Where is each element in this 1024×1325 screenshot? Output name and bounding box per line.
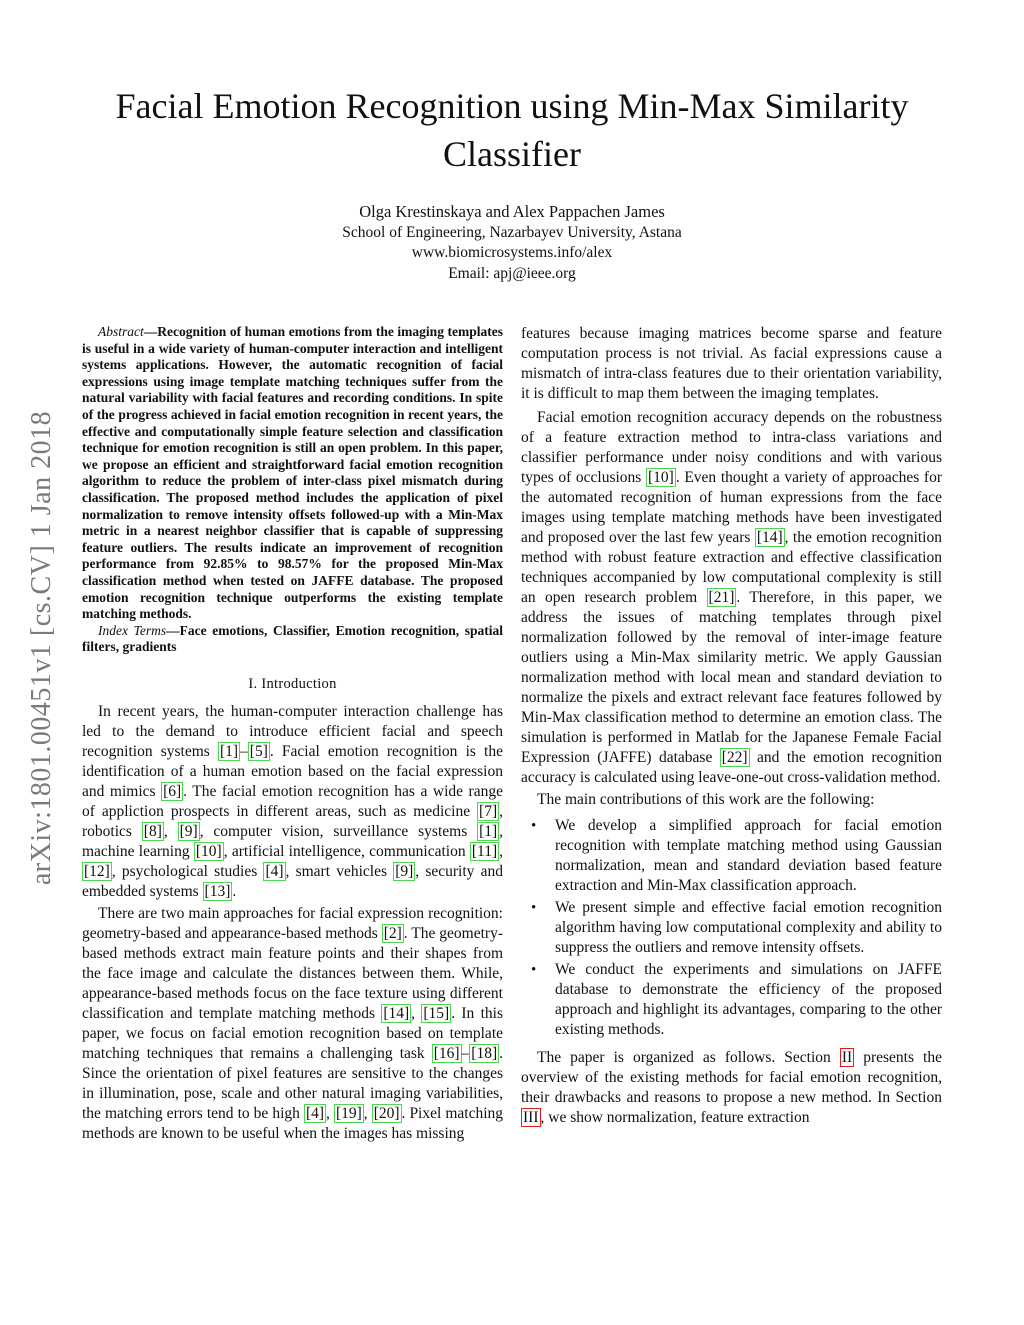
- abstract-dash: —: [143, 324, 158, 339]
- intro-paragraph-2: [82, 904, 503, 1144]
- citation-link[interactable]: [7]: [479, 802, 498, 820]
- text-run: . Pixel matching methods are known to be useful when the images has missing: [82, 1104, 504, 1142]
- contributions-list: [521, 816, 942, 1040]
- list-item: • We present simple and effective facial emotion recognition algorithm having low computational complexity and ability to suppress the outliers and remove intensity offsets.: [521, 898, 942, 958]
- citation-link[interactable]: [2]: [383, 924, 402, 942]
- citation-link[interactable]: [10]: [195, 842, 222, 860]
- index-terms-text: Face emotions, Classifier, Emotion recognition, spatial filters, gradients: [82, 622, 504, 655]
- website-link[interactable]: www.biomicrosystems.info/alex: [411, 244, 613, 261]
- citation-link[interactable]: [5]: [249, 742, 268, 760]
- affiliation: School of Engineering, Nazarbayev University, Astana: [342, 223, 682, 241]
- index-terms-dash: —: [166, 622, 180, 638]
- text-run: , machine learning: [82, 822, 504, 860]
- text-run: and the emotion recognition accuracy is calculated using leave-one-out cross-validation method.: [521, 749, 942, 786]
- abstract: [82, 324, 503, 656]
- text-run: ,: [363, 1104, 372, 1122]
- section-heading-introduction: I. Introduction: [248, 675, 337, 692]
- citation-link[interactable]: [6]: [163, 782, 182, 800]
- text-run: , the emotion recognition method with robust feature extraction and effective classification techniques accompanied by low computational complexity is still an open research problem: [521, 529, 942, 606]
- text-run: ,: [411, 1004, 422, 1022]
- citation-link[interactable]: [22]: [721, 749, 748, 766]
- citation-link[interactable]: [11]: [471, 842, 498, 860]
- text-run: –: [240, 742, 248, 760]
- text-run: , artificial intelligence, communication: [223, 842, 470, 860]
- text-run: .: [232, 882, 237, 900]
- email-address[interactable]: Email: apj@ieee.org: [448, 264, 576, 282]
- text-run: presents the overview of the existing methods for facial emotion recognition, their drawbacks and reasons to propose a new method. In Section: [521, 1049, 942, 1106]
- index-terms-label: Index Terms: [98, 622, 167, 638]
- text-run: , computer vision, surveillance systems: [199, 822, 478, 840]
- index-terms: [82, 623, 503, 656]
- author-block: [112, 202, 912, 284]
- citation-link[interactable]: [8]: [143, 822, 162, 840]
- citation-link[interactable]: [9]: [179, 822, 198, 840]
- paper-title: Facial Emotion Recognition using Min-Max Similarity Classifier: [115, 86, 909, 174]
- text-run: , psychological studies: [111, 862, 264, 880]
- contributions-intro: The main contributions of this work are the following:: [537, 791, 875, 808]
- text-run: . The geometry-based methods extract main feature points and their shapes from the face image and calculate the distances between them. While, appearance-based methods focus on the face texture using different classification and template matching methods: [82, 924, 503, 1022]
- author-names: Olga Krestinskaya and Alex Pappachen James: [359, 202, 665, 221]
- intro-paragraph-1: [82, 702, 503, 902]
- text-run: , security and embedded systems: [82, 862, 503, 900]
- citation-link[interactable]: [10]: [647, 469, 674, 486]
- text-run: . The facial emotion recognition has a wide range of appliction prospects in different areas, such as medicine: [82, 782, 503, 820]
- citation-link[interactable]: [4]: [305, 1104, 325, 1122]
- left-column: [82, 324, 503, 1144]
- text-run: , smart vehicles: [285, 862, 394, 880]
- abstract-text: Recognition of human emotions from the imaging templates is useful in a wide variety of human-computer interaction and intelligent systems applications. However, the automatic recognition of facial expressions using image template matching techniques suffer from the natural variability with facial features and recording conditions. In spite of the progress achieved in facial emotion recognition in recent years, the effective and computationally simple feature selection and classification technique for emotion recognition is still an open problem. In this paper, we propose an efficient and straightforward facial emotion recognition algorithm to reduce the problem of inter-class pixel mismatch during classification. The proposed method includes the application of pixel normalization to remove intensity offsets followed-up with a Min-Max metric in a nearest neighbor classifier that is capable of suppressing feature outliers. The results indicate an improvement of recognition performance from 92.85% to 98.57% for the proposed Min-Max classification method when tested on JAFFE database. The proposed emotion recognition technique outperforms the existing template matching methods.: [82, 324, 503, 622]
- citation-link[interactable]: [14]: [383, 1004, 410, 1022]
- citation-link[interactable]: [15]: [423, 1004, 450, 1022]
- text-run: Facial emotion recognition accuracy depends on the robustness of a feature extraction method to intra-class variations and classifier performance under noisy conditions and with various types of occlusions: [521, 409, 942, 486]
- section-link[interactable]: II: [841, 1049, 853, 1066]
- body-paragraph-organization: [521, 1048, 942, 1128]
- body-paragraph-continued: features because imaging matrices become sparse and feature computation process is not trivial. As facial expressions cause a mismatch of intra-class features due to their orientation variability, it is difficult to map them between the imaging templates.: [521, 325, 942, 402]
- text-run: , robotics: [82, 802, 503, 840]
- citation-link[interactable]: [16]: [433, 1044, 460, 1062]
- abstract-label: Abstract: [98, 324, 144, 339]
- citation-link[interactable]: [19]: [335, 1104, 362, 1122]
- text-run: ,: [499, 842, 503, 860]
- text-run: There are two main approaches for facial expression recognition: geometry-based and appearance-based methods: [82, 904, 503, 942]
- list-item: • We develop a simplified approach for facial emotion recognition with template matching method using Gaussian normalization, mean and standard deviation based feature extraction and Min-Max classification approach.: [521, 816, 942, 896]
- text-run: ,: [326, 1104, 334, 1122]
- citation-link[interactable]: [13]: [204, 882, 231, 900]
- citation-link[interactable]: [1]: [219, 742, 239, 760]
- citation-link[interactable]: [4]: [265, 862, 284, 880]
- citation-link[interactable]: [12]: [84, 862, 110, 880]
- arxiv-identifier: arXiv:1801.00451v1 [cs.CV] 1 Jan 2018: [26, 410, 57, 886]
- citation-link[interactable]: [9]: [395, 862, 414, 880]
- text-run: ,: [163, 822, 178, 840]
- text-run: –: [461, 1044, 470, 1062]
- citation-link[interactable]: [20]: [373, 1104, 400, 1122]
- abstract-paragraph: [82, 324, 503, 623]
- text-run: . Even thought a variety of approaches for the automated recognition of human expressions from the face images using template matching methods have been investigated and proposed over the last few years: [521, 469, 942, 546]
- text-run: The paper is organized as follows. Section: [537, 1049, 840, 1066]
- citation-link[interactable]: [1]: [479, 822, 498, 840]
- text-run: . Since the orientation of pixel features are sensitive to the changes in illumination, pose, scale and other natural imaging variabilities, the matching errors tend to be high: [82, 1044, 503, 1122]
- body-paragraph-accuracy: [521, 408, 942, 788]
- text-run: . In this paper, we focus on facial emotion recognition based on template matching techniques that remains a challenging task: [82, 1004, 504, 1062]
- text-run: In recent years, the human-computer interaction challenge has led to the demand to introduce efficient facial and speech recognition systems: [82, 702, 503, 760]
- text-run: . Therefore, in this paper, we address the issues of matching templates through pixel normalization followed by the removal of inter-image feature outliers using a Min-Max similarity metric. We apply Gaussian normalization method with local mean and standard deviation to normalize the pixels and extract relevant face features followed by Min-Max classification method to determine an emotion class. The simulation is performed in Matlab for the Japanese Female Facial Expression (JAFFE) database: [521, 589, 942, 766]
- text-run: . Facial emotion recognition is the identification of a human emotion based on the facial expression and mimics: [82, 742, 503, 800]
- list-item: • We conduct the experiments and simulations on JAFFE database to demonstrate the efficiency of the proposed approach and highlight its advantages, comparing to the other existing methods.: [521, 960, 942, 1040]
- citation-link[interactable]: [14]: [756, 529, 783, 546]
- section-link[interactable]: III: [523, 1109, 539, 1126]
- right-column: [521, 324, 942, 1128]
- citation-link[interactable]: [18]: [471, 1044, 498, 1062]
- citation-link[interactable]: [21]: [708, 589, 735, 606]
- text-run: , we show normalization, feature extraction: [540, 1109, 810, 1126]
